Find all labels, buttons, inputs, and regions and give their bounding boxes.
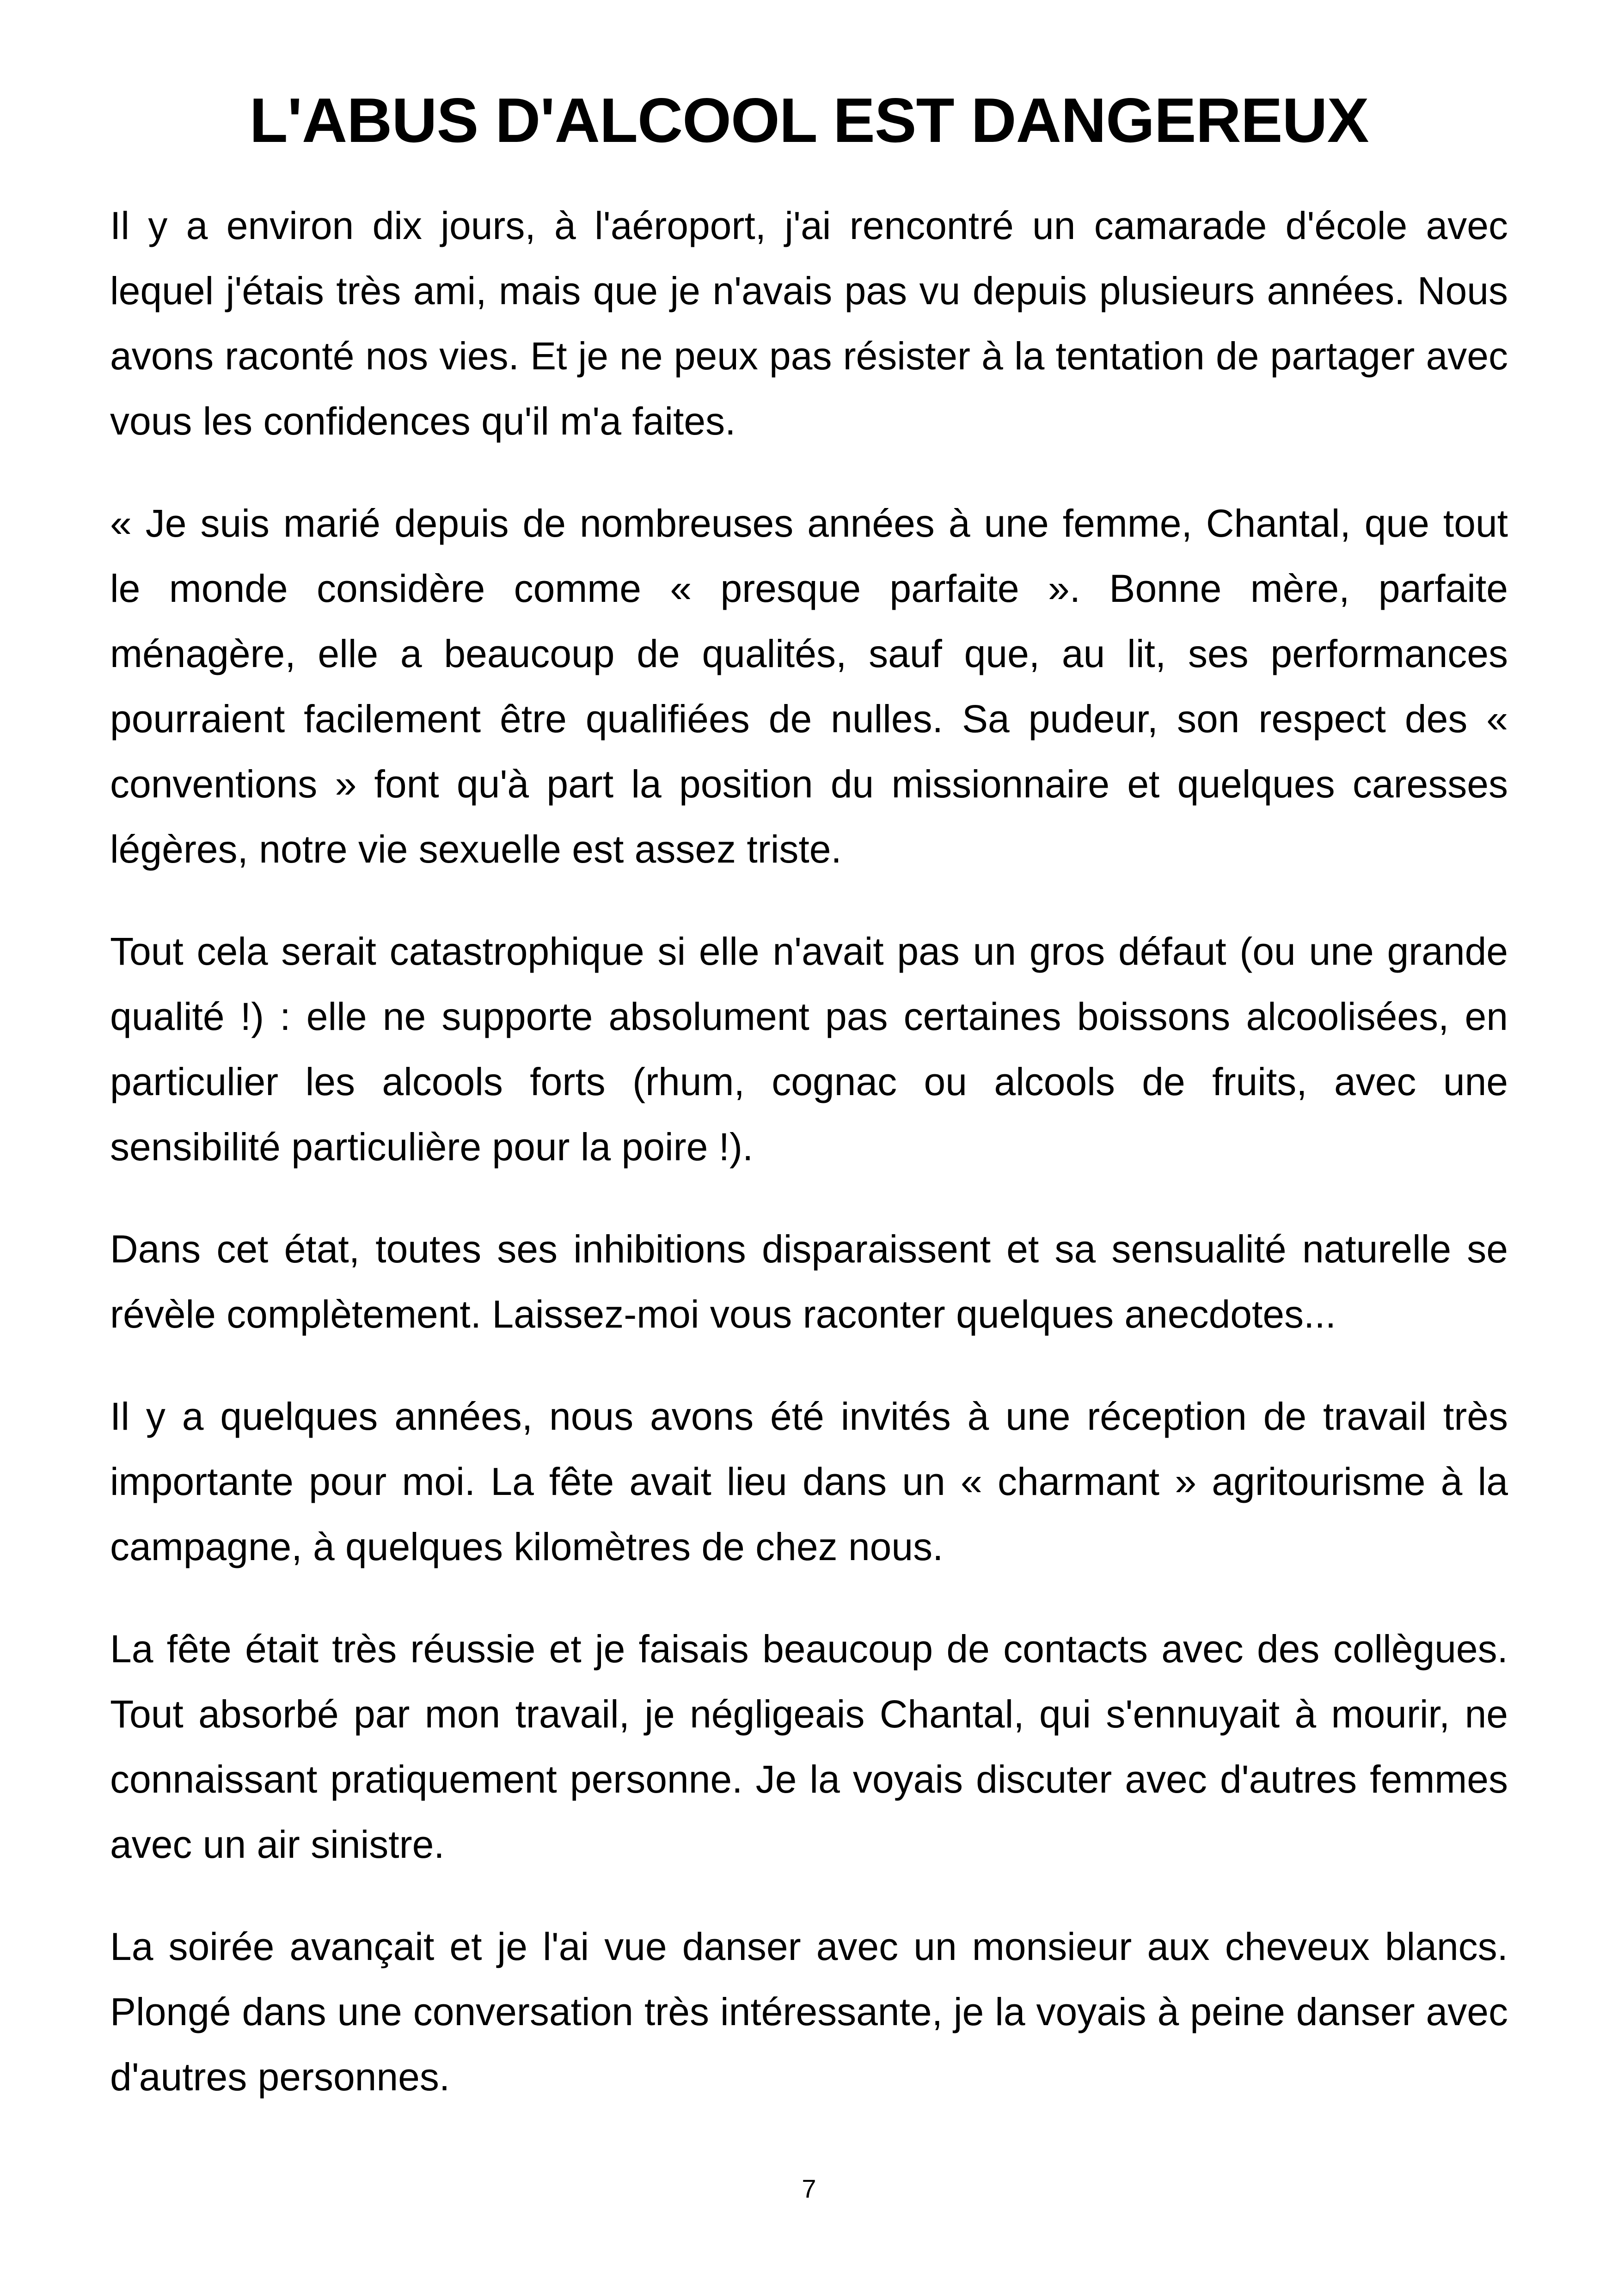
paragraph-7: La soirée avançait et je l'ai vue danser avec un monsieur aux cheveux blancs. Plongé dans une conversation très intéressante, je la voyais à peine danser avec d'autres personnes.	[110, 1925, 1508, 2099]
paragraph-1: Il y a environ dix jours, à l'aéroport, j'ai rencontré un camarade d'école avec lequel j'étais très ami, mais que je n'avais pas vu depuis plusieurs années. Nous avons raconté nos vies. Et je ne peux pas résister à la tentation de partager avec vous les confidences qu'il m'a faites.	[110, 204, 1508, 443]
paragraph-5: Il y a quelques années, nous avons été invités à une réception de travail très importante pour moi. La fête avait lieu dans un « charmant » agritourisme à la campagne, à quelques kilomètres de chez nous.	[110, 1395, 1508, 1568]
page-title: L'ABUS D'ALCOOL EST DANGEREUX	[249, 85, 1369, 155]
paragraph-4: Dans cet état, toutes ses inhibitions disparaissent et sa sensualité naturelle se révèle complètement. Laissez-moi vous raconter quelques anecdotes...	[110, 1227, 1508, 1336]
paragraph-6: La fête était très réussie et je faisais beaucoup de contacts avec des collègues. Tout absorbé par mon travail, je négligeais Chantal, qui s'ennuyait à mourir, ne connaissant pratiquement personne. Je la voyais discuter avec d'autres femmes avec un air sinistre.	[110, 1627, 1508, 1866]
paragraph-3: Tout cela serait catastrophique si elle n'avait pas un gros défaut (ou une grande qualité !) : elle ne supporte absolument pas certaines boissons alcoolisées, en particulier les alcools forts (rhum, cognac ou alcools de fruits, avec une sensibilité particulière pour la poire !).	[110, 930, 1508, 1169]
paragraph-2: « Je suis marié depuis de nombreuses années à une femme, Chantal, que tout le monde considère comme « presque parfaite ». Bonne mère, parfaite ménagère, elle a beaucoup de qualités, sauf que, au lit, ses performances pourraient facilement être qualifiées de nulles. Sa pudeur, son respect des « conventions » font qu'à part la position du missionnaire et quelques caresses légères, notre vie sexuelle est assez triste.	[110, 502, 1508, 871]
body-text	[110, 193, 1508, 2147]
page-number: 7	[802, 2174, 816, 2203]
